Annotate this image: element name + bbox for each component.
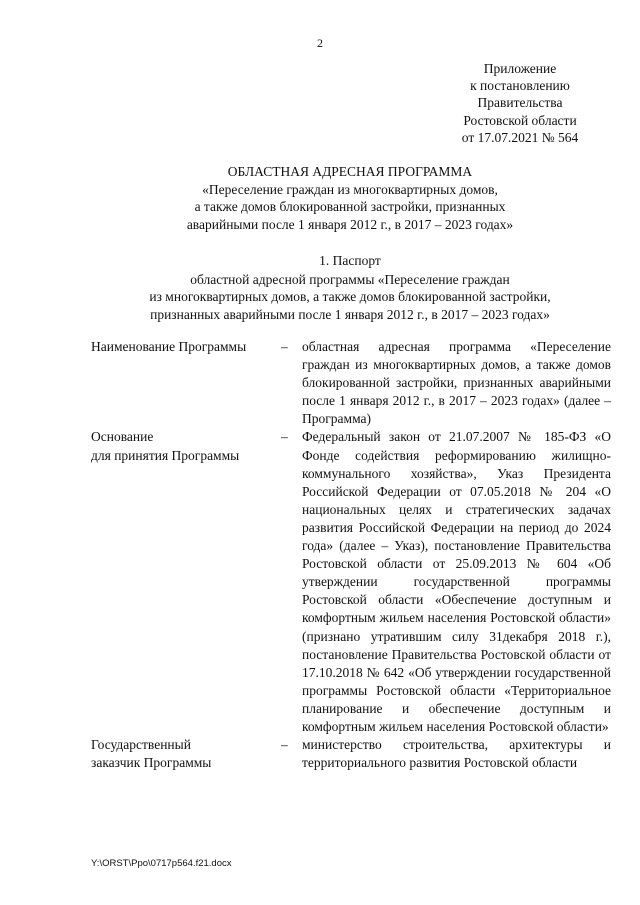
passport-line: из многоквартирных домов, а также домов блокированной застройки, [149,289,551,304]
program-title [0,163,640,233]
table-row [91,736,611,772]
title-line: аварийными после 1 января 2012 г., в 2017 – 2023 годах» [186,216,514,232]
file-path-footer: Y:\ORST\Ppo\0717p564.f21.docx [91,858,232,869]
row-label-line: Наименование Программы [91,339,247,354]
appendix-line: от 17.07.2021 № 564 [461,129,579,145]
title-line: «Переселение граждан из многоквартирных домов, [202,181,498,197]
passport-heading: 1. Паспорт [319,253,381,268]
row-label [91,338,281,428]
row-value: министерство строительства, архитектуры и территориального развития Ростовской области [302,737,611,771]
passport-table [91,338,611,772]
appendix-line: Ростовской области [463,112,577,128]
row-dash: – [281,339,288,354]
row-value: Федеральный закон от 21.07.2007 № 185-ФЗ «О Фонде содействия реформированию жилищно-коммунального хозяйства», Указ Президента Российской Федерации от 07.05.2018 № 204 «О национальных целях и стратегических задачах развития Российской Федерации на период до 2024 года» (далее – Указ), постановление Правительства Ростовской области от 25.09.2013 № 604 «Об утверждении государственной программы Ростовской области «Обеспечение доступным и комфортным жильем населения Ростовской области» (признано утратившим силу 31декабря 2018 г.), постановление Правительства Ростовской области от 17.10.2018 № 642 «Об утверждении государственной программы Ростовской области «Территориальное планирование и обеспечение доступным и комфортным жильем населения Ростовской области» [302,429,611,734]
row-label-line: заказчик Программы [91,755,212,771]
page-number: 2 [317,36,323,50]
row-label [91,736,281,772]
row-dash: – [281,429,288,445]
title-line: а также домов блокированной застройки, признанных [194,199,506,214]
appendix-block [430,60,610,146]
appendix-line: Правительства [477,95,563,111]
table-row [91,428,611,736]
table-row [91,338,611,428]
appendix-line: Приложение [483,61,557,76]
passport-line: областной адресной программы «Переселение граждан [190,271,510,287]
row-label-line: Основание [91,429,154,445]
passport-heading-block [0,252,640,323]
passport-line: признанных аварийными после 1 января 2012 г., в 2017 – 2023 годах» [150,306,550,322]
row-label-line: Государственный [91,737,191,753]
row-value: областная адресная программа «Переселение граждан из многоквартирных домов, а также домов блокированной застройки, признанных аварийными после 1 января 2012 г., в 2017 – 2023 годах» (далее – Программа) [302,339,611,427]
row-label [91,428,281,736]
row-dash: – [281,737,288,753]
title-line: ОБЛАСТНАЯ АДРЕСНАЯ ПРОГРАММА [227,164,473,179]
row-label-line: для принятия Программы [91,447,240,463]
appendix-line: к постановлению [470,78,570,94]
